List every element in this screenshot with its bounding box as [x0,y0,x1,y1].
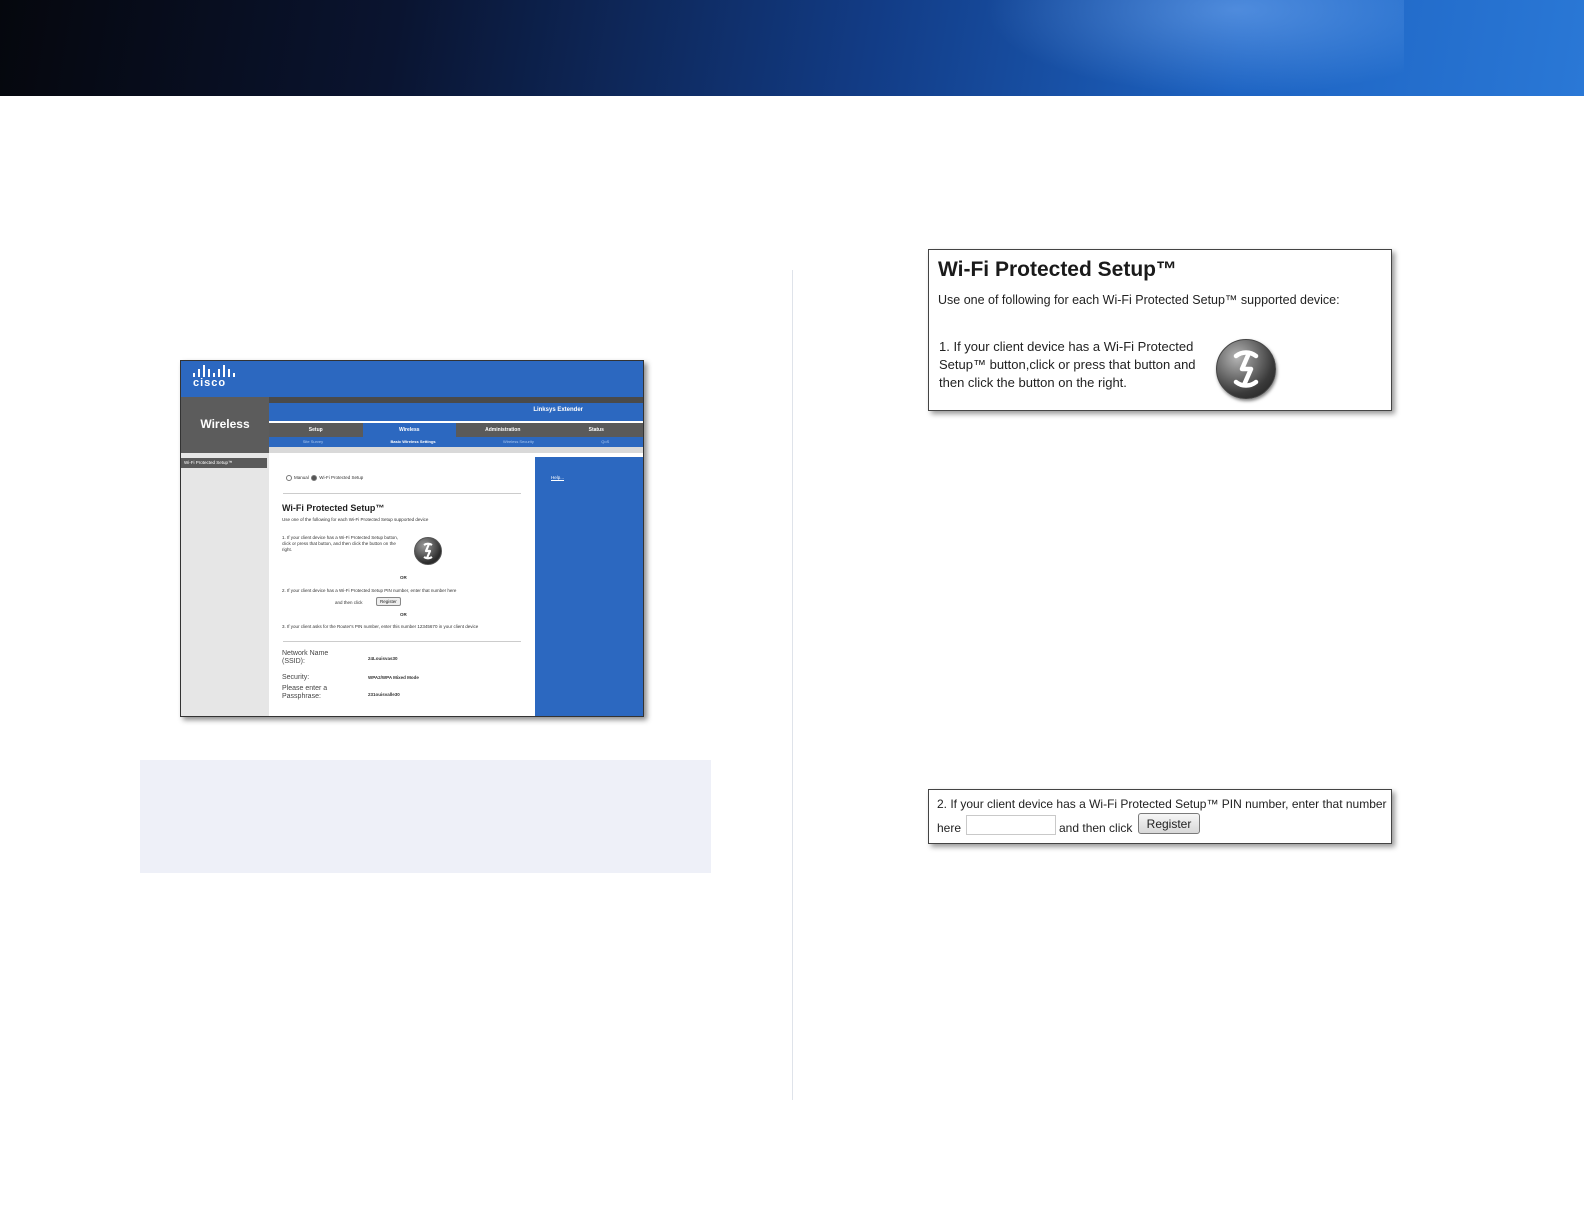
router-sidebar [181,453,269,716]
radio-manual[interactable] [286,475,292,481]
wps-section-title: Wi-Fi Protected Setup™ [282,503,385,513]
or-separator-1: OR [400,575,407,580]
column-divider [792,270,793,1100]
wps-intro: Use one of the following for each Wi-Fi Protected Setup supported device [282,517,429,522]
wps-option1: 1. If your client device has a Wi-Fi Protected Setup button, click or press that button, and then click the button on the right. [282,535,399,552]
header-banner [0,0,1584,96]
divider [283,493,521,494]
sidebar-item-wps[interactable]: Wi-Fi Protected Setup™ [181,458,267,468]
tab-administration[interactable]: Administration [485,427,521,433]
wps-option2: 2. If your client device has a Wi-Fi Protected Setup PIN number, enter that number here [282,588,457,593]
subtab-basic-wireless[interactable]: Basic Wireless Settings [390,439,436,444]
register-button-small[interactable]: Register [376,597,401,606]
help-link[interactable]: Help... [551,475,565,480]
wps-panel-title: Wi-Fi Protected Setup™ [938,258,1177,281]
radio-wps-label: Wi-Fi Protected Setup [319,475,364,481]
or-separator-2: OR [400,612,407,617]
radio-wps[interactable] [311,475,317,481]
wps-arrows-icon [1217,340,1275,398]
security-value: WPA2/WPA Mixed Mode [368,675,419,680]
wps-option3: 3. If your client asks for the Router's PIN number, enter this number 12345670 in your client device [282,624,479,629]
passphrase-value: 231ouisvalle30 [368,692,400,697]
cisco-logo-icon [193,365,235,377]
pin-then-click-label: and then click [1059,821,1133,835]
security-label: Security: [282,674,310,681]
pin-input[interactable] [966,815,1056,835]
banner-glow [984,0,1404,96]
router-header [181,361,643,397]
wps-arrows-icon [415,538,441,564]
cisco-wordmark: cisco [193,377,227,389]
router-help-panel [535,457,643,716]
pin-here-label: here [937,821,962,835]
wps-panel-subtitle: Use one of following for each Wi-Fi Protected Setup™ supported device: [938,293,1340,307]
router-ui-screenshot [180,360,644,717]
wps-panel-instruction: 1. If your client device has a Wi-Fi Protected Setup™ button,click or press that button and then click the button on the right. [939,339,1196,390]
mode-radio-group [286,475,363,481]
product-name: Linksys Extender [529,403,587,417]
passphrase-label: Please enter a Passphrase: [282,685,328,700]
subtab-qos[interactable]: QoS [601,439,610,444]
main-tabs [269,423,643,437]
sub-tabs [269,437,643,447]
radio-manual-label: Manual [294,475,309,481]
ssid-value: 24Louisvas30 [368,656,398,661]
section-title-box [181,397,269,453]
register-button[interactable]: Register [1138,813,1200,834]
subtab-site-survey[interactable]: Site Survey [302,439,324,444]
note-box [140,760,711,873]
pin-instruction: 2. If your client device has a Wi-Fi Protected Setup™ PIN number, enter that number [937,797,1387,811]
ssid-label: Network Name (SSID): [282,650,329,665]
tab-wireless[interactable]: Wireless [363,423,457,437]
divider [283,641,521,642]
wps-button-icon[interactable] [414,537,442,565]
wps-panel [928,249,1392,411]
tab-status[interactable]: Status [588,427,604,433]
section-title: Wireless [200,417,250,431]
wps-option2-then: and then click [335,600,363,605]
wps-button-icon[interactable] [1216,339,1276,399]
pin-panel [928,789,1392,844]
router-main-content [269,453,535,716]
tab-setup[interactable]: Setup [308,427,323,433]
subtab-wireless-security[interactable]: Wireless Security [502,439,534,444]
